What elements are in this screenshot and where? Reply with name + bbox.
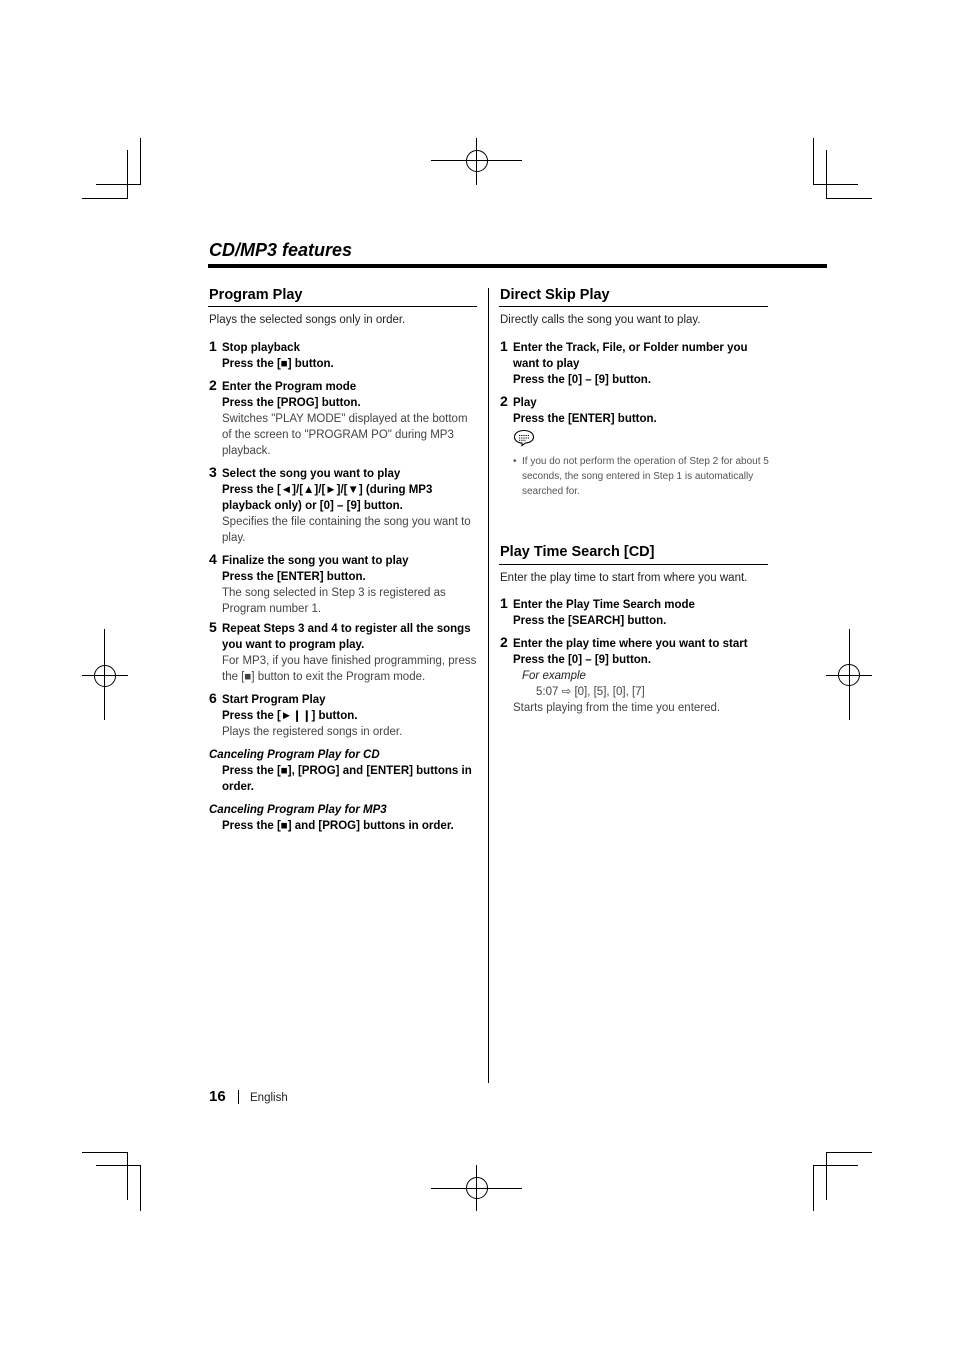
program-play-section	[209, 312, 479, 834]
program-play-intro: Plays the selected songs only in order.	[209, 314, 406, 326]
step-action: Press the [ENTER] button.	[222, 571, 366, 583]
bullet: •	[513, 456, 517, 467]
program-play-rule	[208, 306, 477, 307]
direct-skip-note	[513, 454, 770, 499]
step-action: Press the [0] – [9] button.	[513, 374, 652, 386]
step-number: 4	[209, 551, 217, 567]
cancel-mp3-action: Press the [■] and [PROG] buttons in order.	[222, 820, 454, 832]
step-note: The song selected in Step 3 is registered as Program number 1.	[222, 587, 446, 615]
play-time-section	[500, 570, 770, 716]
program-step-4	[209, 553, 479, 617]
step-title: Finalize the song you want to play	[222, 555, 409, 567]
direct-skip-heading: Direct Skip Play	[500, 287, 610, 303]
step-title: Stop playback	[222, 342, 300, 354]
step-number: 5	[209, 619, 217, 635]
cancel-cd-block	[209, 747, 479, 795]
example-label: For example	[522, 670, 586, 682]
step-title: Enter the Track, File, or Folder number you want to play	[513, 342, 748, 370]
play-time-step-2	[500, 636, 770, 716]
note-text: If you do not perform the operation of Step 2 for about 5 seconds, the song entered in Step 1 is automatically searched for.	[522, 456, 769, 497]
step-number: 6	[209, 690, 217, 706]
step-note: For MP3, if you have finished programming, press the [■] button to exit the Program mode.	[222, 655, 477, 683]
direct-step-1	[500, 340, 770, 388]
step-action: Press the [ENTER] button.	[513, 413, 657, 425]
play-time-step-1	[500, 597, 770, 629]
example-keys: [0], [5], [0], [7]	[574, 686, 645, 698]
step-note: Specifies the file containing the song you want to play.	[222, 516, 471, 544]
program-step-3	[209, 466, 479, 546]
step-number: 2	[500, 393, 508, 409]
step-result: Starts playing from the time you entered.	[513, 702, 721, 714]
arrow-right-icon: ⇨	[561, 686, 572, 698]
step-action: Press the [◄]/[▲]/[►]/[▼] (during MP3 playback only) or [0] – [9] button.	[222, 484, 433, 512]
footer-divider	[238, 1090, 239, 1104]
step-number: 1	[500, 595, 508, 611]
program-play-heading: Program Play	[209, 287, 303, 303]
direct-skip-section	[500, 312, 770, 499]
program-step-1	[209, 340, 479, 372]
step-action: Press the [■] button.	[222, 358, 334, 370]
direct-step-2	[500, 395, 770, 499]
play-time-rule	[499, 564, 768, 565]
step-note: Plays the registered songs in order.	[222, 726, 403, 738]
step-note: Switches "PLAY MODE" displayed at the bottom of the screen to "PROGRAM PO" during MP3 playback.	[222, 413, 468, 457]
step-number: 1	[500, 338, 508, 354]
page-number: 16	[209, 1088, 226, 1105]
step-action: Press the [SEARCH] button.	[513, 615, 667, 627]
step-number: 2	[500, 634, 508, 650]
cancel-mp3-block	[209, 802, 479, 834]
step-action: Press the [PROG] button.	[222, 397, 361, 409]
program-step-2	[209, 379, 479, 459]
program-step-5	[209, 621, 479, 685]
note-icon	[513, 429, 535, 447]
footer-language: English	[250, 1092, 288, 1104]
example-line	[513, 684, 770, 700]
step-action: Press the [0] – [9] button.	[513, 654, 652, 666]
step-title: Enter the play time where you want to start	[513, 638, 748, 650]
program-step-6	[209, 692, 479, 740]
play-time-heading: Play Time Search [CD]	[500, 544, 655, 560]
step-title: Enter the Program mode	[222, 381, 357, 393]
direct-skip-intro: Directly calls the song you want to play.	[500, 314, 701, 326]
step-action: Press the [►❙❙] button.	[222, 710, 358, 722]
page-title: CD/MP3 features	[209, 240, 353, 260]
step-title: Play	[513, 397, 537, 409]
step-title: Select the song you want to play	[222, 468, 401, 480]
play-time-intro: Enter the play time to start from where you want.	[500, 572, 748, 584]
step-number: 1	[209, 338, 217, 354]
step-title: Start Program Play	[222, 694, 326, 706]
step-number: 3	[209, 464, 217, 480]
direct-skip-rule	[499, 306, 768, 307]
example-time: 5:07	[536, 686, 559, 698]
cancel-cd-action: Press the [■], [PROG] and [ENTER] buttons in order.	[222, 765, 472, 793]
cancel-mp3-heading: Canceling Program Play for MP3	[209, 804, 387, 816]
step-title: Repeat Steps 3 and 4 to register all the songs you want to program play.	[222, 623, 471, 651]
cancel-cd-heading: Canceling Program Play for CD	[209, 749, 380, 761]
step-title: Enter the Play Time Search mode	[513, 599, 695, 611]
step-number: 2	[209, 377, 217, 393]
column-divider	[488, 288, 489, 1083]
title-rule	[208, 264, 827, 268]
